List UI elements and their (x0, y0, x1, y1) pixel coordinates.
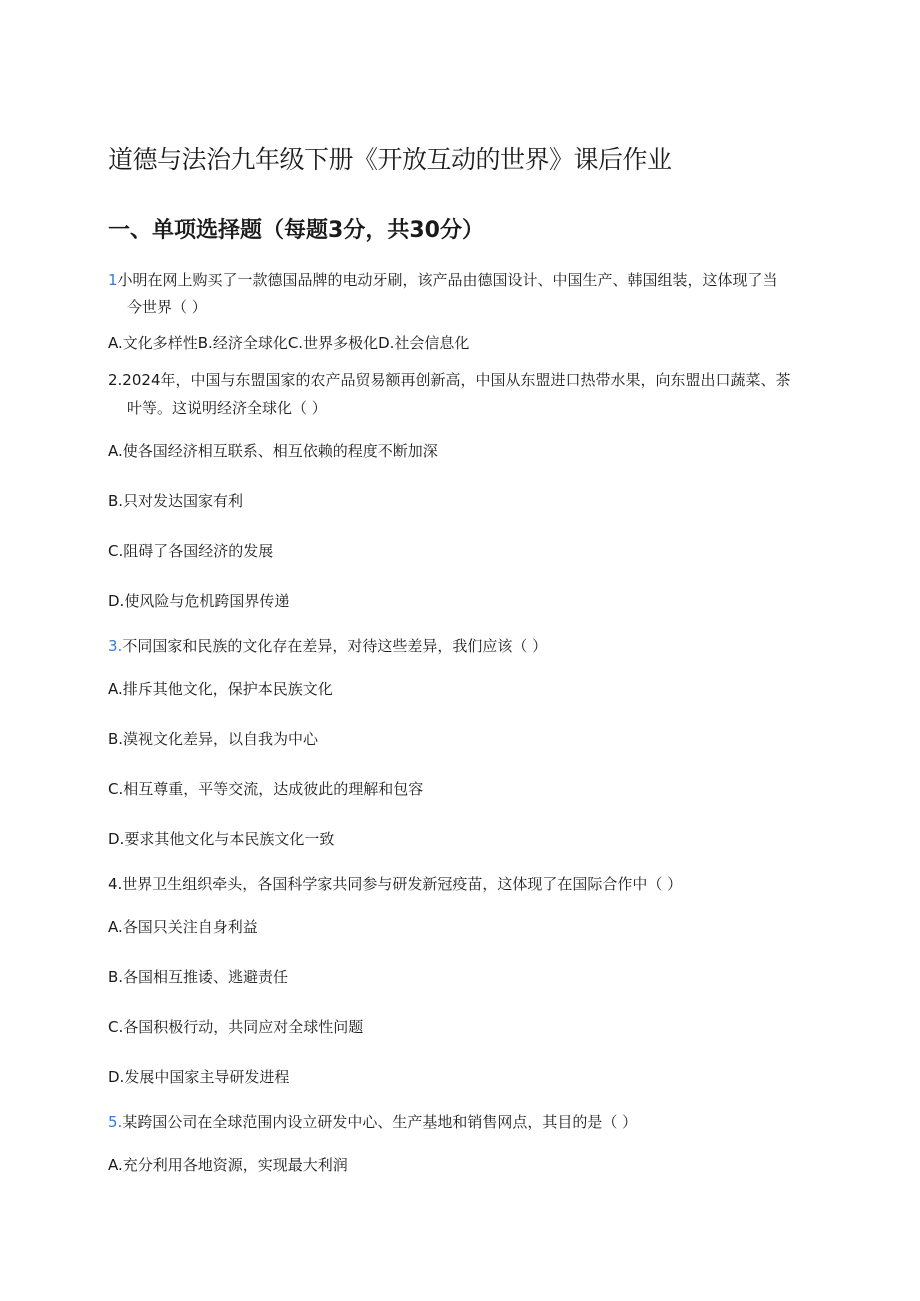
question-3-text: 不同国家和民族的文化存在差异，对待这些差异，我们应该（ ） (122, 637, 548, 655)
question-5-text: 某跨国公司在全球范围内设立研发中心、生产基地和销售网点，其目的是（ ） (122, 1113, 638, 1131)
question-1-text: 小明在网上购买了一款德国品牌的电动牙刷，该产品由德国设计、中国生产、韩国组装，这体现了当 (117, 271, 778, 289)
section-heading (108, 213, 484, 244)
question-3-stem (108, 636, 547, 656)
section-mid: 分，共 (343, 218, 410, 243)
question-4-stem: 4.世界卫生组织牵头，各国科学家共同参与研发新冠疫苗，这体现了在国际合作中（ ） (108, 875, 683, 893)
question-4-option-d: D.发展中国家主导研发进程 (108, 1068, 290, 1086)
question-3-number: 3. (108, 637, 123, 655)
question-5-number: 5. (108, 1113, 123, 1131)
section-prefix: 一、单项选择题（每题 (108, 218, 329, 243)
question-5-option-a: A.充分利用各地资源，实现最大利润 (108, 1156, 348, 1174)
question-2-line-1: 2.2024年，中国与东盟国家的农产品贸易额再创新高，中国从东盟进口热带水果，向东盟出口蔬菜、茶 (108, 371, 791, 389)
question-1-line-2: 今世界（ ） (127, 298, 207, 316)
question-1-number: 1 (108, 271, 118, 289)
page-title: 道德与法治九年级下册《开放互动的世界》课后作业 (108, 145, 672, 174)
question-2-option-d: D.使风险与危机跨国界传递 (108, 592, 290, 610)
question-2-option-b: B.只对发达国家有利 (108, 492, 244, 510)
question-4-option-b: B.各国相互推诿、逃避责任 (108, 968, 289, 986)
section-suffix: 分） (439, 218, 484, 243)
question-2-option-c: C.阻碍了各国经济的发展 (108, 542, 274, 560)
question-4-option-a: A.各国只关注自身利益 (108, 918, 258, 936)
question-4-option-c: C.各国积极行动，共同应对全球性问题 (108, 1018, 364, 1036)
question-2-option-a: A.使各国经济相互联系、相互依赖的程度不断加深 (108, 442, 438, 460)
question-3-option-b: B.漠视文化差异，以自我为中心 (108, 730, 319, 748)
section-points: 3 (328, 218, 344, 243)
section-total: 30 (409, 218, 440, 243)
question-1-options: A.文化多样性B.经济全球化C.世界多极化D.社会信息化 (108, 334, 470, 352)
question-5-stem (108, 1112, 637, 1132)
question-3-option-d: D.要求其他文化与本民族文化一致 (108, 830, 335, 848)
question-1-line-1 (108, 270, 778, 290)
question-3-option-a: A.排斥其他文化，保护本民族文化 (108, 680, 333, 698)
question-3-option-c: C.相互尊重，平等交流，达成彼此的理解和包容 (108, 780, 424, 798)
question-2-line-2: 叶等。这说明经济全球化（ ） (127, 399, 327, 417)
